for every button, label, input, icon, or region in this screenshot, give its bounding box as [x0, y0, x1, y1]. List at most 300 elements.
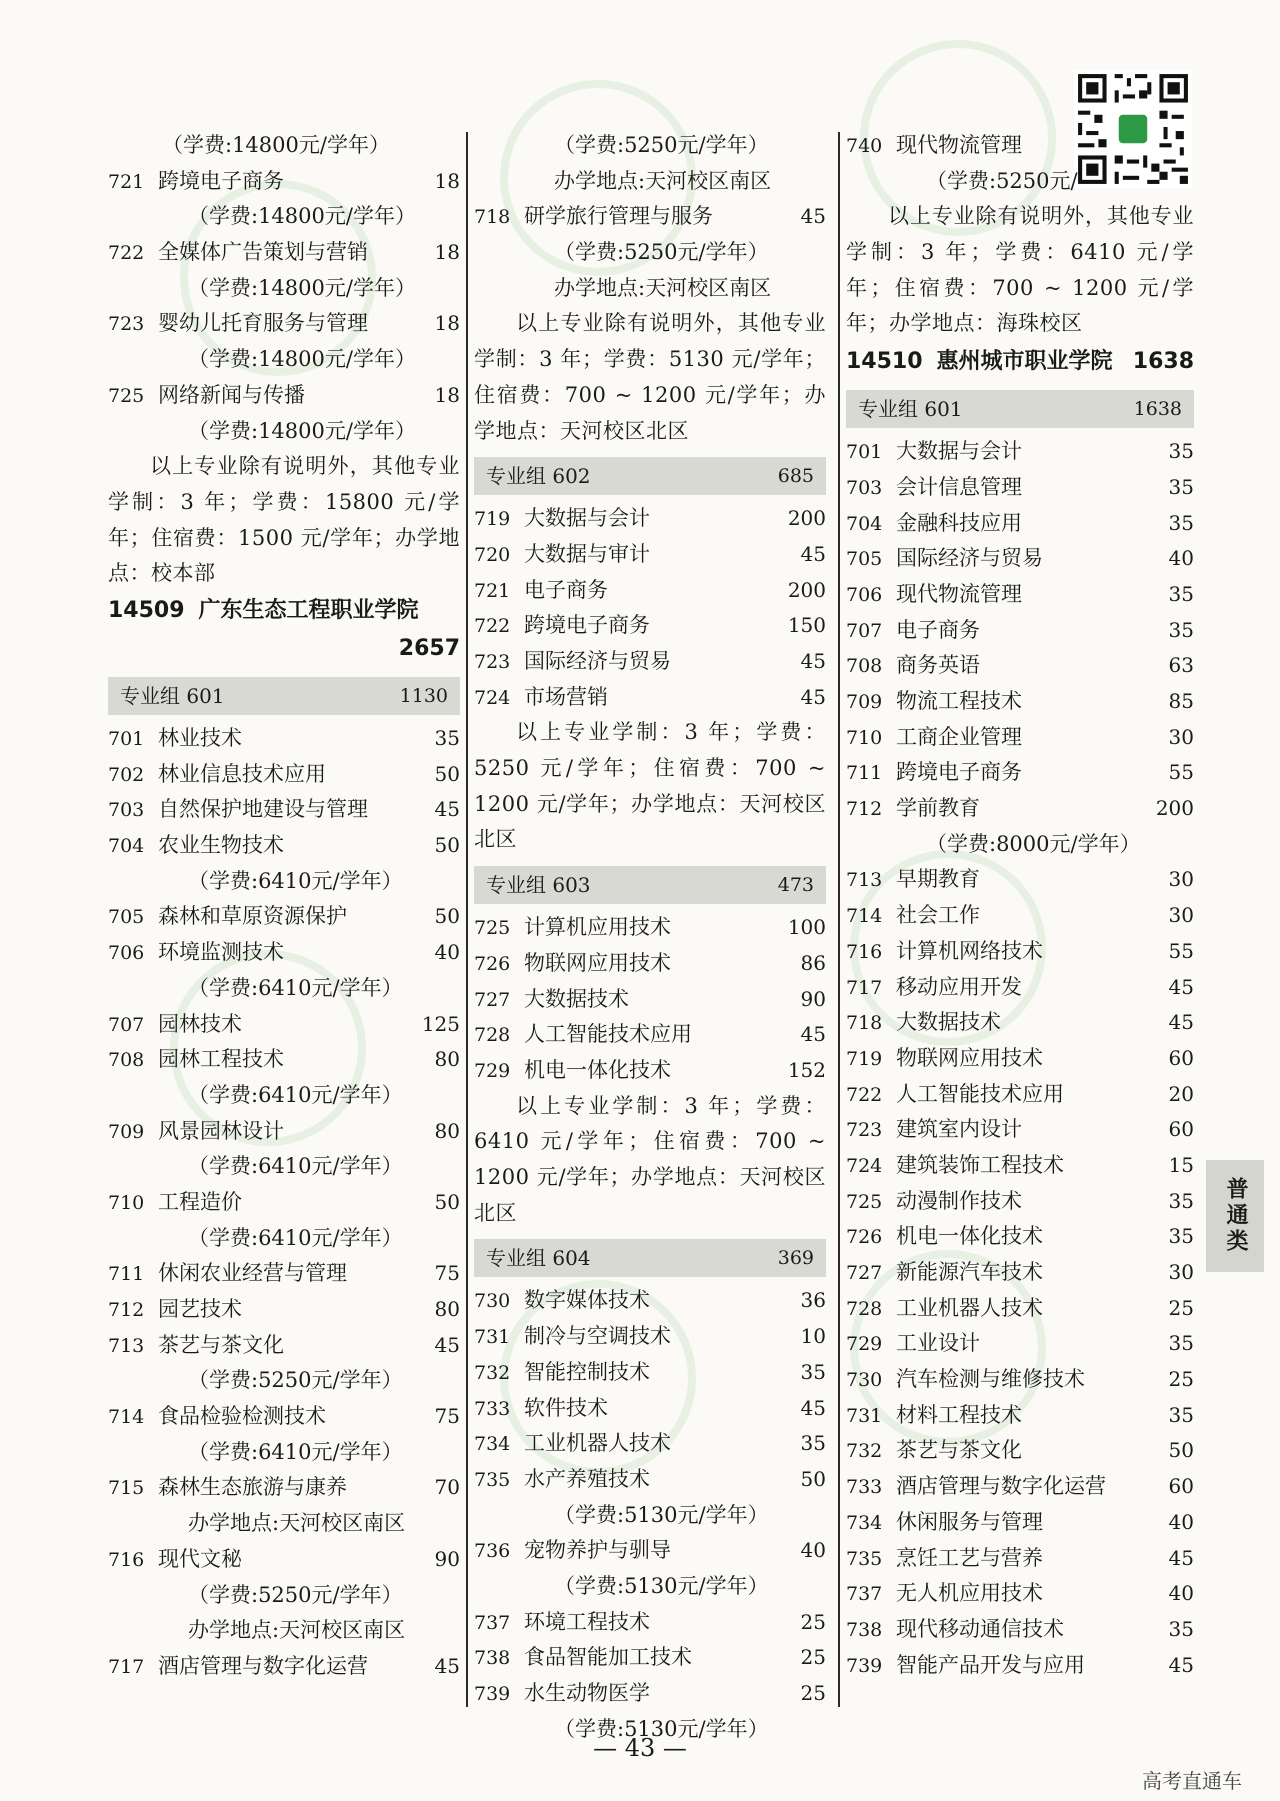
- program-quota: 40: [1168, 1509, 1194, 1534]
- program-quota: 35: [1168, 1402, 1194, 1427]
- group-header: [474, 1239, 826, 1277]
- program-name: 跨境电子商务: [524, 613, 650, 638]
- program-code: 721: [108, 170, 145, 193]
- program-quota: 50: [434, 761, 460, 786]
- program-name: 电子商务: [524, 577, 608, 602]
- program-quota: 35: [434, 726, 460, 750]
- program-quota: 45: [800, 649, 826, 673]
- group-label: 专业组 601: [858, 397, 963, 422]
- program-row: [474, 1355, 826, 1391]
- program-row: [846, 1077, 1194, 1113]
- group-label: 专业组 602: [486, 464, 591, 489]
- program-name: 材料工程技术: [896, 1402, 1022, 1427]
- program-remarks: 以上专业学制：3 年；学费：5250 元/学年；住宿费：700 ~ 1200 元/学年；办学地点：天河校区北区: [474, 720, 826, 852]
- program-code: 708: [108, 1049, 145, 1072]
- program-quota: 63: [1168, 653, 1194, 678]
- program-name: 研学旅行管理与服务: [524, 204, 713, 229]
- program-quota: 90: [800, 986, 826, 1011]
- program-name: 现代物流管理: [896, 581, 1022, 606]
- program-row: [108, 1292, 460, 1328]
- program-quota: 45: [434, 1653, 460, 1678]
- group-count: 369: [777, 1247, 814, 1270]
- program-code: 712: [108, 1299, 145, 1321]
- program-quota: 25: [1168, 1295, 1194, 1320]
- program-code: 718: [474, 206, 511, 229]
- program-row: [474, 573, 826, 609]
- column-2: [474, 128, 826, 1747]
- program-quota: 80: [434, 1118, 460, 1143]
- program-name: 物联网应用技术: [896, 1045, 1043, 1070]
- program-row: [474, 1533, 826, 1569]
- program-quota: 35: [1168, 1224, 1194, 1249]
- program-quota: 35: [800, 1431, 826, 1456]
- program-row: [846, 613, 1194, 649]
- program-row: [846, 1326, 1194, 1362]
- program-name: 现代物流管理: [896, 133, 1022, 157]
- program-code: 716: [108, 1548, 145, 1571]
- program-quota: 60: [1168, 1474, 1194, 1499]
- program-code: 725: [108, 384, 145, 407]
- program-row: [846, 577, 1194, 613]
- program-note: 办学地点:天河校区南区: [554, 275, 772, 300]
- program-quota: 35: [1168, 1331, 1194, 1356]
- program-name: 工业机器人技术: [896, 1295, 1043, 1320]
- program-row: [108, 1007, 460, 1043]
- program-name: 人工智能技术应用: [896, 1081, 1064, 1106]
- program-quota: 50: [434, 904, 460, 929]
- program-remarks: 以上专业除有说明外，其他专业学制：3 年；学费：6410 元/学年；住宿费：700 ~ 1200 元/学年；办学地点：海珠校区: [846, 204, 1194, 336]
- program-name: 商务英语: [896, 653, 980, 678]
- program-row: [474, 1605, 826, 1641]
- program-name: 动漫制作技术: [896, 1188, 1022, 1213]
- program-name: 大数据与会计: [896, 439, 1022, 464]
- school-name: 广东生态工程职业学院: [198, 598, 419, 623]
- group-header: [108, 677, 460, 715]
- program-name: 茶艺与茶文化: [158, 1332, 284, 1357]
- program-name: 无人机应用技术: [896, 1581, 1043, 1606]
- column-1: [108, 128, 460, 1685]
- program-code: 703: [108, 799, 145, 822]
- program-quota: 75: [434, 1261, 460, 1286]
- program-quota: 80: [434, 1047, 460, 1072]
- program-note: （学费:14800元/学年）: [188, 418, 416, 443]
- program-row: [846, 1148, 1194, 1184]
- program-code: 702: [108, 763, 145, 786]
- program-code: 722: [108, 242, 145, 265]
- program-name: 学前教育: [896, 796, 980, 821]
- program-code: 711: [108, 1263, 145, 1286]
- program-row: [474, 501, 826, 537]
- program-name: 酒店管理与数字化运营: [158, 1653, 368, 1678]
- program-quota: 50: [800, 1466, 826, 1491]
- program-row: [474, 199, 826, 235]
- program-name: 社会工作: [896, 903, 980, 928]
- program-code: 733: [846, 1476, 883, 1499]
- program-row: [846, 1362, 1194, 1398]
- program-quota: 25: [800, 1681, 826, 1705]
- program-name: 大数据与审计: [524, 541, 650, 566]
- program-note: （学费:6410元/学年）: [188, 1439, 403, 1464]
- program-name: 森林生态旅游与康养: [158, 1475, 347, 1500]
- program-row: [474, 1426, 826, 1462]
- program-quota: 45: [800, 1395, 826, 1420]
- program-code: 732: [474, 1361, 511, 1384]
- program-quota: 20: [1168, 1081, 1194, 1106]
- program-code: 724: [846, 1154, 883, 1177]
- category-tab: 普通类: [1206, 1160, 1264, 1272]
- program-row: [846, 684, 1194, 720]
- program-code: 713: [846, 869, 883, 892]
- school-total: 1638: [1132, 349, 1194, 375]
- program-row: [846, 1398, 1194, 1434]
- program-code: 719: [846, 1047, 883, 1070]
- program-code: 706: [846, 583, 883, 606]
- program-name: 休闲服务与管理: [896, 1509, 1043, 1534]
- group-header: [474, 866, 826, 904]
- program-row: [474, 1319, 826, 1355]
- program-row: [846, 470, 1194, 506]
- program-name: 数字媒体技术: [524, 1288, 650, 1313]
- program-code: 705: [846, 548, 883, 571]
- program-name: 大数据技术: [524, 986, 629, 1011]
- program-code: 735: [474, 1468, 511, 1491]
- program-name: 婴幼儿托育服务与管理: [158, 311, 368, 336]
- program-quota: 18: [434, 311, 460, 336]
- program-code: 716: [846, 940, 883, 963]
- program-quota: 55: [1168, 938, 1194, 963]
- program-quota: 200: [787, 577, 826, 602]
- program-code: 734: [846, 1511, 883, 1534]
- program-row: [474, 1676, 826, 1712]
- program-code: 731: [846, 1404, 883, 1427]
- program-row: [108, 306, 460, 342]
- program-name: 林业技术: [158, 726, 242, 750]
- program-quota: 30: [1168, 903, 1194, 928]
- program-name: 机电一体化技术: [896, 1224, 1043, 1249]
- group-count: 1638: [1133, 398, 1182, 421]
- group-label: 专业组 604: [486, 1246, 591, 1271]
- program-row: [108, 1042, 460, 1078]
- group-header: [846, 390, 1194, 428]
- program-row: [846, 1219, 1194, 1255]
- program-row: [846, 128, 1194, 164]
- program-code: 724: [474, 686, 511, 709]
- program-name: 国际经济与贸易: [896, 546, 1043, 571]
- group-label: 专业组 601: [120, 684, 225, 708]
- program-remarks: 以上专业除有说明外，其他专业学制：3 年；学费：5130 元/学年；住宿费：700 ~ 1200 元/学年；办学地点：天河校区北区: [474, 311, 826, 443]
- program-quota: 30: [1168, 867, 1194, 892]
- program-name: 制冷与空调技术: [524, 1324, 671, 1349]
- program-code: 717: [108, 1655, 145, 1678]
- program-code: 733: [474, 1397, 511, 1420]
- program-quota: 80: [434, 1297, 460, 1321]
- program-quota: 85: [1168, 689, 1194, 713]
- program-note: （学费:6410元/学年）: [188, 1082, 403, 1107]
- program-row: [108, 1185, 460, 1221]
- column-divider: [838, 132, 840, 1707]
- program-quota: 25: [1168, 1367, 1194, 1392]
- program-row: [108, 1399, 460, 1435]
- program-quota: 55: [1168, 760, 1194, 785]
- program-name: 环境监测技术: [158, 940, 284, 965]
- program-code: 726: [846, 1226, 883, 1249]
- program-code: 707: [846, 619, 883, 642]
- program-code: 727: [474, 988, 511, 1011]
- program-row: [846, 862, 1194, 898]
- program-code: 720: [474, 543, 511, 566]
- program-row: [108, 828, 460, 864]
- program-name: 林业信息技术应用: [158, 761, 326, 786]
- program-row: [474, 1053, 826, 1089]
- program-name: 新能源汽车技术: [896, 1260, 1043, 1284]
- footer-watermark-text: 高考直通车: [1142, 1769, 1242, 1793]
- column-divider: [466, 132, 468, 1707]
- program-row: [108, 935, 460, 971]
- program-note: （学费:5130元/学年）: [554, 1502, 769, 1527]
- program-name: 森林和草原资源保护: [158, 904, 347, 929]
- school-heading: [846, 342, 1194, 382]
- program-note: （学费:8000元/学年）: [926, 831, 1141, 856]
- program-row: [846, 1469, 1194, 1505]
- program-remarks: 以上专业学制：3 年；学费：6410 元/学年；住宿费：700 ~ 1200 元/学年；办学地点：天河校区北区: [474, 1093, 826, 1225]
- program-name: 食品检验检测技术: [158, 1404, 326, 1429]
- program-row: [108, 899, 460, 935]
- group-header: [474, 457, 826, 495]
- program-quota: 40: [1168, 546, 1194, 571]
- program-code: 731: [474, 1326, 511, 1349]
- program-note: （学费:6410元/学年）: [188, 868, 403, 893]
- program-name: 软件技术: [524, 1395, 608, 1420]
- program-row: [846, 506, 1194, 542]
- program-remarks: 以上专业除有说明外，其他专业学制：3 年；学费：15800 元/学年；住宿费：1500 元/学年；办学地点：校本部: [108, 454, 460, 586]
- program-code: 734: [474, 1433, 511, 1456]
- program-row: [108, 235, 460, 271]
- program-code: 709: [108, 1120, 145, 1143]
- program-row: [474, 1462, 826, 1498]
- school-code: 14510: [846, 349, 923, 375]
- program-row: [846, 791, 1194, 827]
- program-quota: 152: [787, 1057, 826, 1082]
- program-quota: 200: [1155, 796, 1194, 821]
- program-code: 712: [846, 798, 883, 821]
- program-code: 719: [474, 508, 511, 531]
- program-note: （学费:5250元/学年）: [188, 1582, 403, 1607]
- program-code: 709: [846, 691, 883, 713]
- program-code: 721: [474, 579, 511, 602]
- program-name: 园林工程技术: [158, 1047, 284, 1072]
- program-name: 跨境电子商务: [158, 168, 284, 193]
- program-code: 726: [474, 952, 511, 975]
- program-quota: 50: [434, 1189, 460, 1214]
- program-quota: 35: [1168, 439, 1194, 464]
- program-name: 移动应用开发: [896, 974, 1022, 999]
- program-code: 715: [108, 1477, 145, 1500]
- program-quota: 45: [800, 204, 826, 229]
- program-note: （学费:5250元/: [926, 168, 1078, 193]
- program-code: 723: [108, 313, 145, 336]
- program-quota: 45: [1168, 1545, 1194, 1570]
- program-row: [846, 934, 1194, 970]
- program-row: [846, 1255, 1194, 1291]
- program-row: [474, 1640, 826, 1676]
- program-quota: 30: [1168, 1260, 1194, 1284]
- program-row: [846, 1541, 1194, 1577]
- program-quota: 45: [800, 541, 826, 566]
- program-code: 730: [474, 1290, 511, 1313]
- program-name: 计算机应用技术: [524, 915, 671, 940]
- program-row: [846, 541, 1194, 577]
- program-row: [846, 1112, 1194, 1148]
- program-name: 水产养殖技术: [524, 1466, 650, 1491]
- program-name: 早期教育: [896, 867, 980, 892]
- program-note: （学费:5250元/学年）: [554, 240, 769, 265]
- program-row: [474, 910, 826, 946]
- program-quota: 70: [434, 1475, 460, 1500]
- program-code: 725: [846, 1190, 883, 1213]
- program-quota: 60: [1168, 1045, 1194, 1070]
- program-quota: 45: [434, 797, 460, 822]
- program-note: （学费:5130元/学年）: [554, 1716, 769, 1741]
- program-note: （学费:6410元/学年）: [188, 1225, 403, 1250]
- program-code: 735: [846, 1547, 883, 1570]
- program-quota: 15: [1168, 1152, 1194, 1177]
- program-name: 工商企业管理: [896, 724, 1022, 749]
- program-code: 717: [846, 976, 883, 999]
- program-quota: 150: [787, 613, 826, 638]
- program-row: [474, 1283, 826, 1319]
- program-name: 网络新闻与传播: [158, 382, 305, 407]
- page-number: — 43 —: [593, 1734, 687, 1762]
- program-note: 办学地点:天河校区南区: [188, 1618, 406, 1643]
- program-name: 园林技术: [158, 1011, 242, 1036]
- program-row: [846, 1648, 1194, 1684]
- school-total: 2657: [398, 636, 460, 661]
- program-quota: 45: [1168, 1010, 1194, 1035]
- program-name: 工业机器人技术: [524, 1431, 671, 1456]
- program-name: 现代文秘: [158, 1546, 242, 1571]
- program-row: [846, 755, 1194, 791]
- program-quota: 200: [787, 506, 826, 531]
- program-quota: 100: [787, 915, 826, 940]
- program-quota: 40: [800, 1538, 826, 1563]
- program-quota: 18: [434, 240, 460, 265]
- program-name: 水生动物医学: [524, 1681, 650, 1705]
- program-note: （学费:5130元/学年）: [554, 1573, 769, 1598]
- program-row: [474, 608, 826, 644]
- program-code: 737: [474, 1611, 511, 1634]
- program-code: 714: [846, 905, 883, 928]
- program-code: 723: [474, 651, 511, 673]
- program-row: [474, 982, 826, 1018]
- program-quota: 10: [800, 1324, 826, 1349]
- program-name: 建筑装饰工程技术: [896, 1152, 1064, 1177]
- program-quota: 25: [800, 1645, 826, 1670]
- program-quota: 45: [800, 684, 826, 709]
- program-quota: 125: [421, 1011, 460, 1036]
- program-name: 现代移动通信技术: [896, 1616, 1064, 1641]
- school-name: 惠州城市职业学院: [936, 349, 1113, 375]
- program-name: 智能控制技术: [524, 1359, 650, 1384]
- program-name: 农业生物技术: [158, 833, 284, 858]
- program-row: [474, 1017, 826, 1053]
- program-quota: 35: [1168, 510, 1194, 535]
- program-code: 707: [108, 1013, 145, 1036]
- program-name: 环境工程技术: [524, 1609, 650, 1634]
- program-quota: 45: [1168, 1652, 1194, 1677]
- program-code: 738: [846, 1618, 883, 1641]
- program-row: [846, 434, 1194, 470]
- program-note: （学费:14800元/学年）: [188, 347, 416, 372]
- program-note: 办学地点:天河校区南区: [188, 1511, 406, 1536]
- program-row: [108, 378, 460, 414]
- program-quota: 86: [800, 950, 826, 975]
- program-row: [108, 1470, 460, 1506]
- program-name: 工业设计: [896, 1331, 980, 1356]
- program-name: 休闲农业经营与管理: [158, 1261, 347, 1286]
- program-quota: 50: [434, 833, 460, 858]
- program-row: [846, 1041, 1194, 1077]
- program-name: 大数据技术: [896, 1010, 1001, 1035]
- program-name: 汽车检测与维修技术: [896, 1367, 1085, 1392]
- program-row: [846, 898, 1194, 934]
- group-label: 专业组 603: [486, 873, 591, 898]
- program-name: 自然保护地建设与管理: [158, 797, 368, 822]
- program-quota: 35: [1168, 1188, 1194, 1213]
- group-count: 1130: [399, 685, 448, 707]
- program-code: 705: [108, 906, 145, 929]
- program-row: [108, 1256, 460, 1292]
- program-name: 物联网应用技术: [524, 950, 671, 975]
- program-row: [846, 1505, 1194, 1541]
- program-row: [108, 1114, 460, 1150]
- program-quota: 90: [434, 1546, 460, 1571]
- program-quota: 45: [1168, 974, 1194, 999]
- program-quota: 75: [434, 1404, 460, 1429]
- program-code: 722: [474, 615, 511, 638]
- group-count: 685: [777, 465, 814, 488]
- program-code: 704: [108, 835, 145, 858]
- program-quota: 35: [1168, 474, 1194, 499]
- program-code: 729: [474, 1059, 511, 1082]
- program-name: 机电一体化技术: [524, 1057, 671, 1082]
- program-code: 722: [846, 1083, 883, 1106]
- column-3: [846, 128, 1194, 1683]
- program-quota: 30: [1168, 724, 1194, 749]
- program-code: 713: [108, 1334, 145, 1357]
- program-row: [846, 1184, 1194, 1220]
- program-code: 710: [108, 1191, 145, 1214]
- program-row: [474, 946, 826, 982]
- program-name: 风景园林设计: [158, 1118, 284, 1143]
- program-name: 市场营销: [524, 684, 608, 709]
- program-row: [846, 1291, 1194, 1327]
- program-row: [108, 164, 460, 200]
- fee-note: （学费:5250元/学年）: [554, 133, 769, 157]
- program-code: 729: [846, 1333, 883, 1356]
- program-code: 740: [846, 135, 883, 157]
- program-code: 704: [846, 512, 883, 535]
- program-code: 738: [474, 1647, 511, 1670]
- program-name: 全媒体广告策划与营销: [158, 240, 368, 265]
- program-note: （学费:5250元/学年）: [188, 1368, 403, 1393]
- program-quota: 25: [800, 1609, 826, 1634]
- program-quota: 36: [800, 1288, 826, 1313]
- program-name: 食品智能加工技术: [524, 1645, 692, 1670]
- program-name: 国际经济与贸易: [524, 649, 671, 673]
- program-quota: 35: [1168, 617, 1194, 642]
- program-name: 物流工程技术: [896, 689, 1022, 713]
- program-quota: 18: [434, 168, 460, 193]
